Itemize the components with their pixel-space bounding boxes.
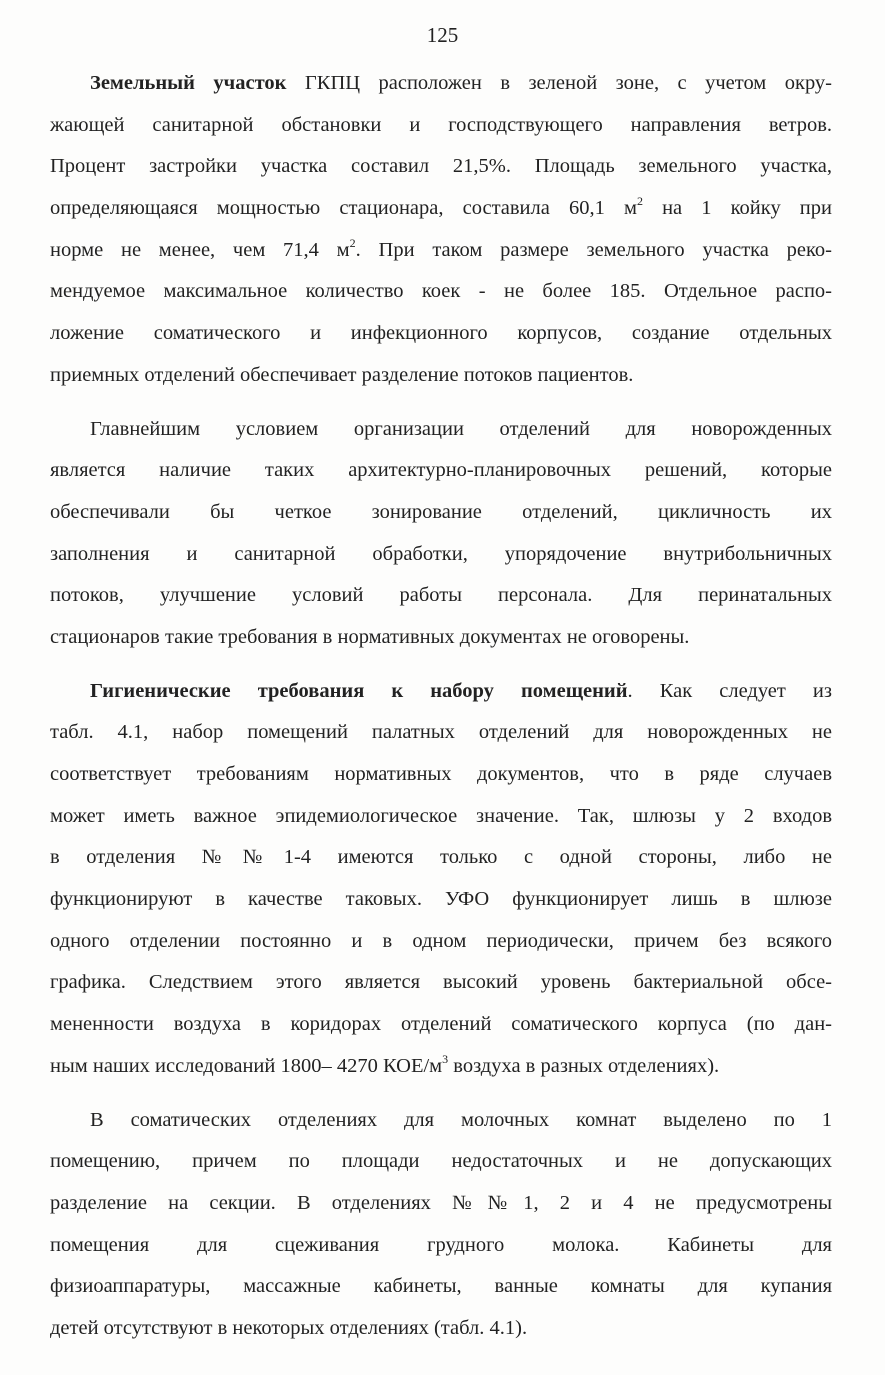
text-line: жающей санитарной обстановки и господствующего направления ветров.	[50, 113, 832, 136]
page-number: 125	[426, 23, 459, 47]
text-line: приемных отделений обеспечивает разделение потоков пациентов.	[50, 363, 634, 386]
superscript: 2	[349, 235, 356, 250]
text-line: мененности воздуха в коридорах отделений соматического корпуса (по дан-	[50, 1013, 832, 1036]
bold-heading: Гигиенические требования к набору помещений	[90, 679, 628, 702]
text-line: графика. Следствием этого является высокий уровень бактериальной обсе-	[50, 971, 832, 994]
text-line: является наличие таких архитектурно-планировочных решений, которые	[50, 459, 832, 482]
text-line: обеспечивали бы четкое зонирование отделений, цикличность их	[50, 500, 832, 523]
text-line: помещению, причем по площади недостаточных и не допускающих	[50, 1150, 832, 1173]
text-line: определяющаяся мощностью стационара, составила 60,1 $м^2$ на 1 койку при	[50, 194, 833, 220]
text-line: мендуемое максимальное количество коек - не более 185. Отдельное распо-	[50, 280, 832, 303]
paragraph-somatic-departments	[50, 1100, 832, 1350]
text-line: в отделения №№1-4 имеются только с одной стороны, либо не	[50, 846, 832, 869]
text-line: ложение соматического и инфекционного корпусов, создание отдельных	[50, 322, 832, 345]
text-line: функционируют в качестве таковых. УФО функционирует лишь в шлюзе	[50, 888, 832, 911]
paragraph-hygiene-requirements	[50, 671, 832, 1088]
body-text	[50, 63, 832, 1350]
text-line: потоков, улучшение условий работы персонала. Для перинатальных	[50, 584, 832, 607]
text-line: одного отделении постоянно и в одном периодически, причем без всякого	[50, 929, 832, 952]
text-line: ным наших исследований 1800– 4270 КОЕ/$м^3$ воздуха в разных отделениях).	[50, 1051, 720, 1077]
text-line: соответствует требованиям нормативных документов, что в ряде случаев	[50, 763, 832, 785]
text-line: В соматических отделениях для молочных комнат выделено по 1	[90, 1108, 832, 1131]
text-line: Процент застройки участка составил 21,5%. Площадь земельного участка,	[50, 155, 832, 178]
text-line: Гигиенические требования к набору помещений. Как следует из	[90, 679, 832, 702]
superscript: 3	[442, 1051, 449, 1066]
bold-heading: Земельный участок	[90, 72, 287, 94]
text-line: детей отсутствуют в некоторых отделениях (табл. 4.1).	[50, 1316, 528, 1339]
text-line: может иметь важное эпидемиологическое значение. Так, шлюзы у 2 входов	[50, 804, 832, 827]
text-line: норме не менее, чем 71,4 $м^2$. При таком размере земельного участка реко-	[50, 235, 832, 261]
paragraph-land-plot	[50, 63, 832, 397]
text-line: разделение на секции. В отделениях №№1, 2 и 4 не предусмотрены	[50, 1191, 832, 1214]
text-line: помещения для сцеживания грудного молока. Кабинеты для	[50, 1233, 832, 1256]
text-line: Главнейшим условием организации отделений для новорожденных	[90, 417, 832, 440]
text-line: Земельный участок ГКПЦ расположен в зеленой зоне, с учетом окру-	[90, 72, 833, 94]
superscript: 2	[636, 194, 643, 209]
paragraph-newborn-departments	[50, 409, 832, 659]
text-line: физиоаппаратуры, массажные кабинеты, ванные комнаты для купания	[50, 1275, 832, 1298]
text-line: заполнения и санитарной обработки, упорядочение внутрибольничных	[50, 542, 832, 565]
text-line: стационаров такие требования в нормативных документах не оговорены.	[50, 625, 690, 648]
text-line: табл. 4.1, набор помещений палатных отделений для новорожденных не	[50, 721, 832, 744]
